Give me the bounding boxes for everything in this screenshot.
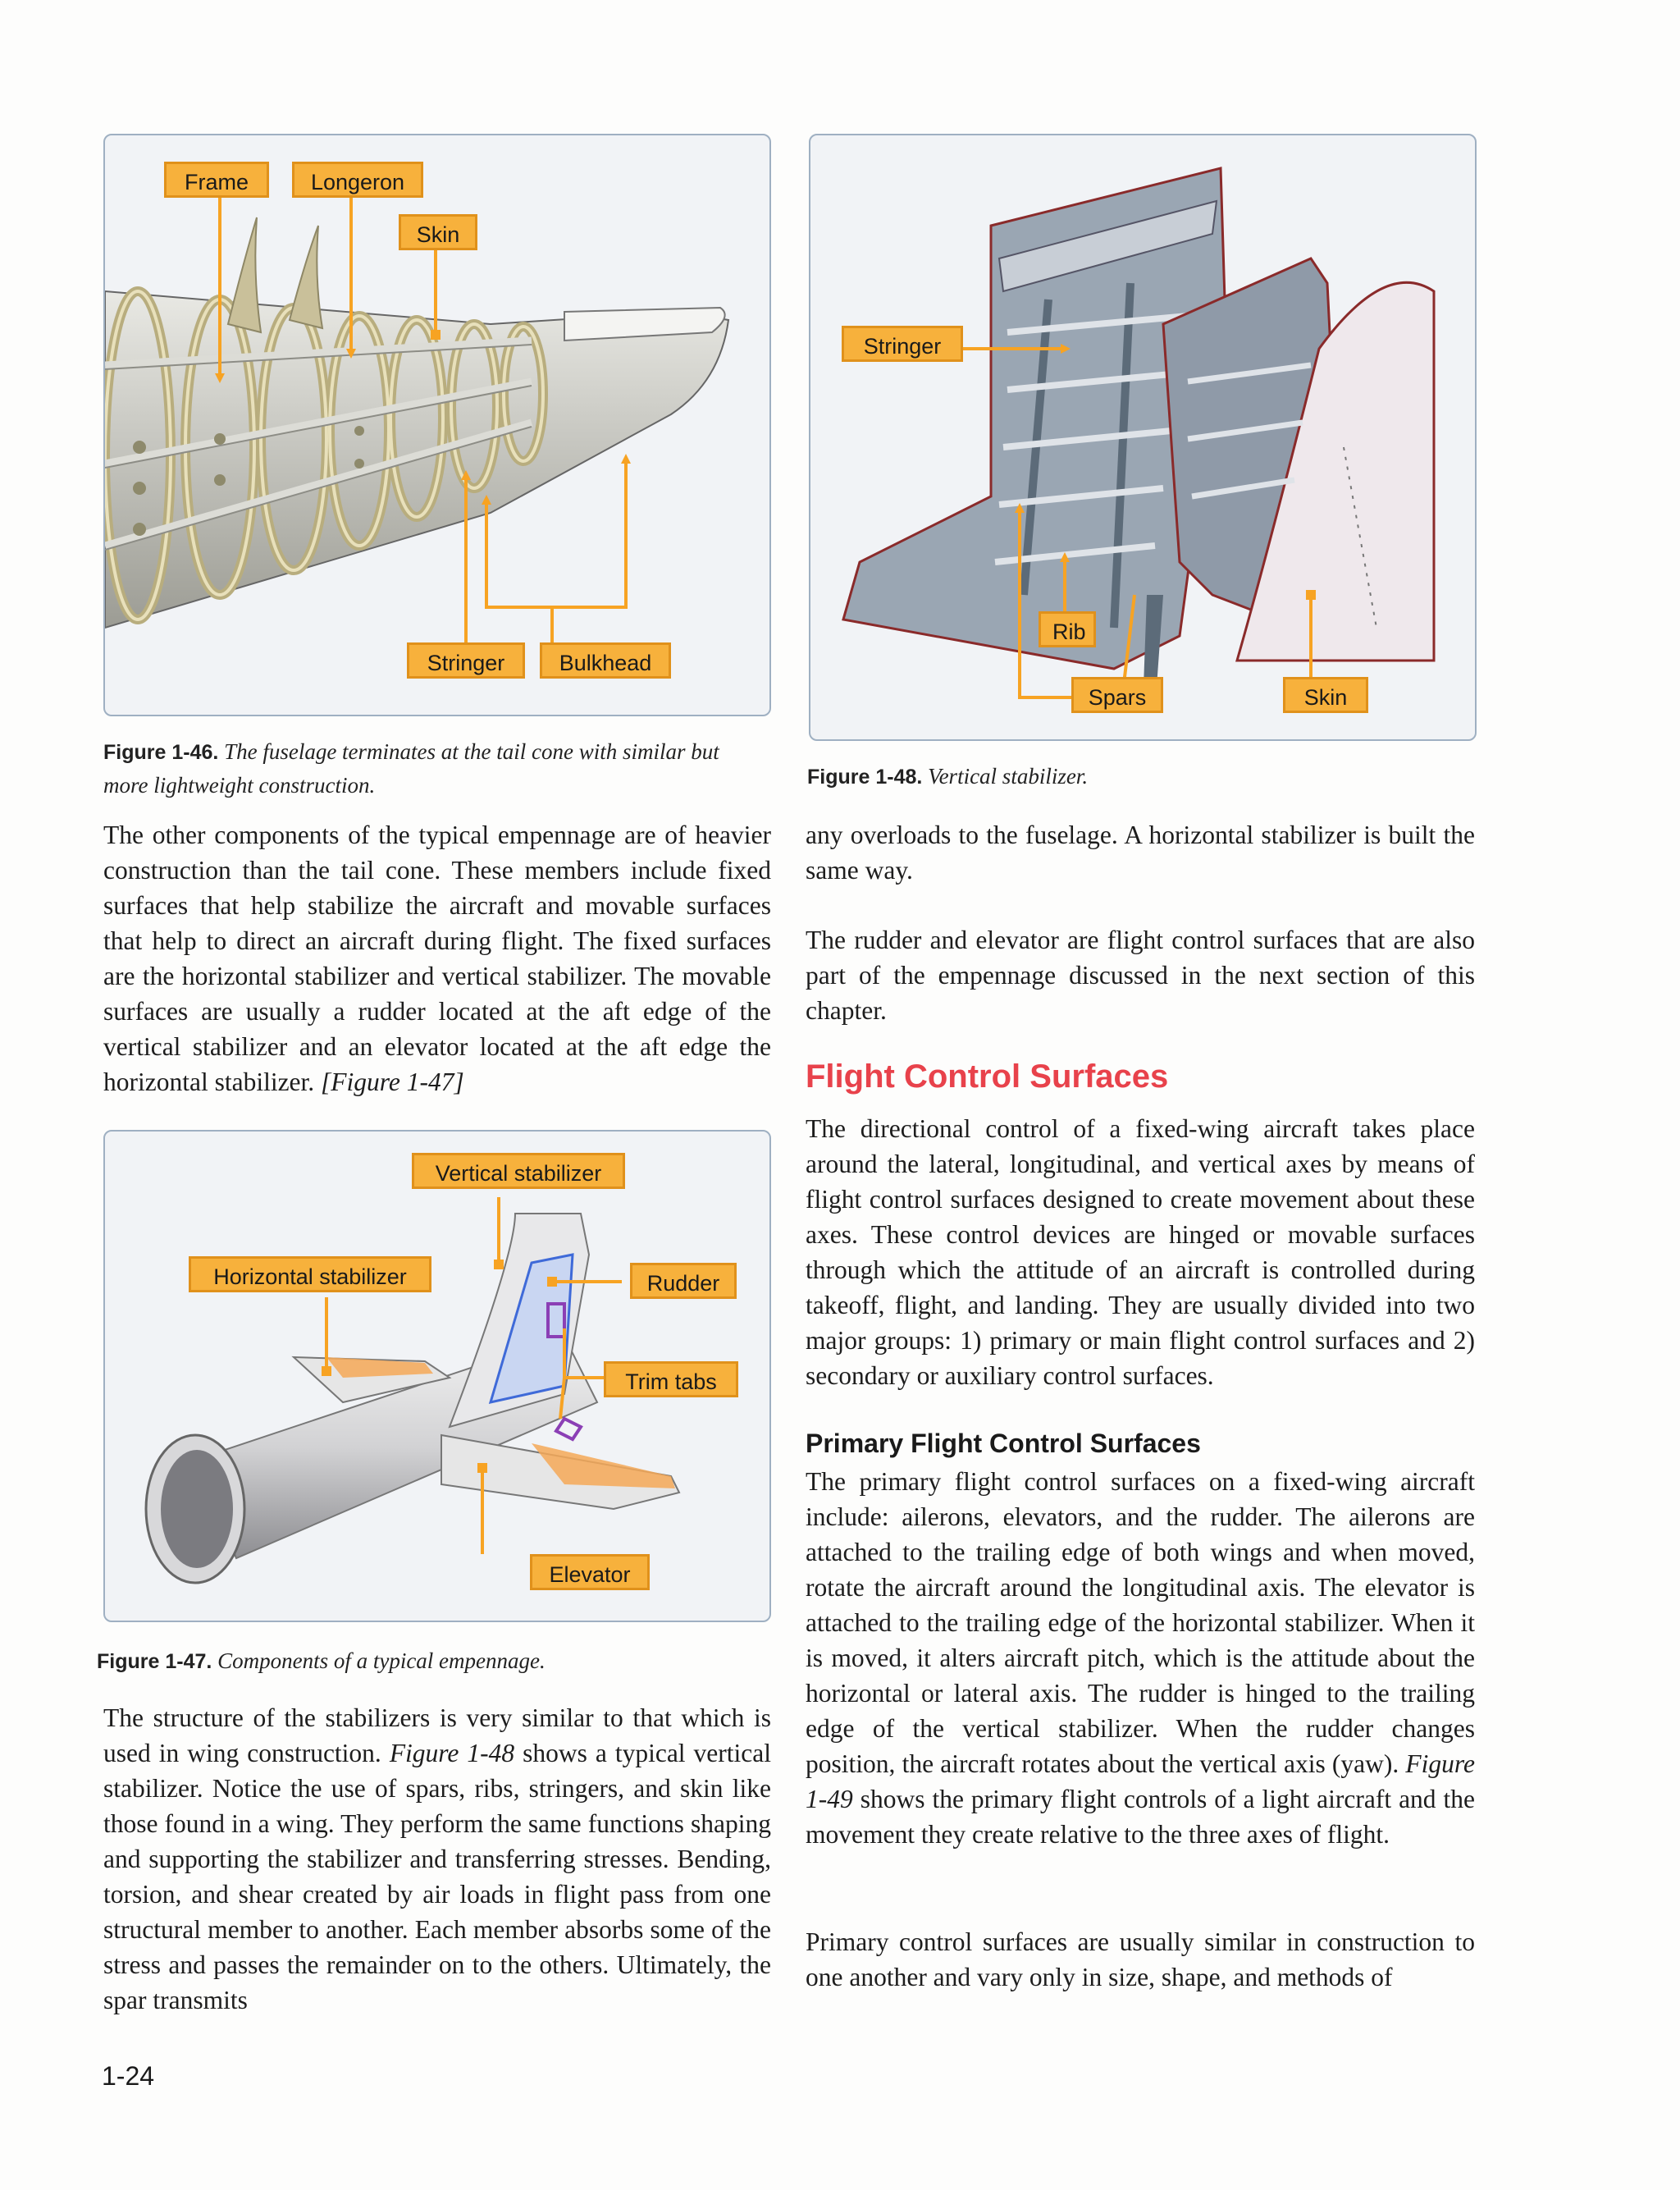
- figure-1-47-caption: [97, 1644, 763, 1678]
- caption-text: The fuselage terminates at the tail cone with similar but more lightweight construction.: [103, 739, 719, 798]
- right-para-5: Primary control surfaces are usually similar in construction to one another and vary only in size, shape, and methods of: [806, 1927, 1475, 1991]
- right-para-4-text-b: shows the primary flight controls of a light aircraft and the movement they create relative to the three axes of flight.: [806, 1785, 1476, 1849]
- figure-1-47: [103, 1130, 771, 1622]
- callout-skin: Skin: [399, 214, 477, 250]
- left-para-2: [103, 1700, 771, 2018]
- section-heading: Flight Control Surfaces: [806, 1058, 1169, 1095]
- caption-label: Figure 1-48.: [807, 766, 923, 789]
- callout-bulkhead: Bulkhead: [540, 642, 671, 679]
- callout-trim-tabs: Trim tabs: [604, 1361, 738, 1397]
- figure-1-48-reference: Figure 1-48: [389, 1739, 515, 1767]
- caption-label: Figure 1-47.: [97, 1650, 212, 1673]
- right-para-4: [806, 1464, 1475, 1852]
- figure-1-46: [103, 134, 771, 716]
- right-para-2: The rudder and elevator are flight control surfaces that are also part of the empennage discussed in the next section of this chapter.: [806, 926, 1475, 1025]
- figure-1-47-reference: [Figure 1-47]: [321, 1068, 464, 1096]
- caption-label: Figure 1-46.: [103, 741, 219, 764]
- left-para-2-text-a: The structure of the stabilizers is very similar to that which is used in wing construction.: [103, 1703, 771, 1767]
- right-para-3: The directional control of a fixed-wing aircraft takes place around the lateral, longitudinal, and vertical axes by means of flight control surfaces designed to create movement about these axes. These control devices are hinged or movable surfaces through which the attitude of an aircraft is controlled during takeoff, flight, and landing. They are usually divided into two major groups: 1) primary or main flight control surfaces and 2) secondary or auxiliary control surfaces.: [806, 1114, 1475, 1390]
- figure-1-48: [809, 134, 1477, 741]
- vertical-stabilizer-illustration: [810, 135, 1475, 739]
- callout-stringer: Stringer: [407, 642, 525, 679]
- callout-horizontal-stabilizer: Horizontal stabilizer: [189, 1256, 431, 1292]
- callout-rib: Rib: [1039, 611, 1096, 647]
- left-para-1: [103, 817, 771, 1100]
- right-para-4-text-a: The primary flight control surfaces on a fixed-wing aircraft include: ailerons, elevators, and the rudder. The ailerons are attached to the trailing edge of both wings and when moved, rotate the aircraft around the longitudinal axis. The elevator is attached to the trailing edge of the horizontal stabilizer. When it is moved, it alters aircraft pitch, which is the attitude about the horizontal or lateral axis. The rudder is hinged to the trailing edge of the vertical stabilizer. When the rudder changes position, the aircraft rotates about the vertical axis (yaw).: [806, 1467, 1475, 1778]
- right-para-1: any overloads to the fuselage. A horizontal stabilizer is built the same way.: [806, 821, 1475, 885]
- left-para-2-text-b: shows a typical vertical stabilizer. Notice the use of spars, ribs, stringers, and skin like those found in a wing. They perform the same functions shaping and supporting the stabilizer and transferring stresses. Bending, torsion, and shear created by air loads in flight pass from one structural member to another. Each member absorbs some of the stress and passes the remainder on to the others. Ultimately, the spar transmits: [103, 1739, 771, 2014]
- subsection-heading: Primary Flight Control Surfaces: [806, 1429, 1201, 1458]
- callout-skin: Skin: [1283, 677, 1368, 713]
- callout-rudder: Rudder: [630, 1263, 737, 1299]
- caption-text: Vertical stabilizer.: [928, 764, 1089, 789]
- callout-longeron: Longeron: [292, 162, 423, 198]
- caption-text: Components of a typical empennage.: [217, 1648, 546, 1673]
- page-number: 1-24: [102, 2061, 155, 2091]
- figure-1-46-caption: [103, 735, 769, 802]
- callout-frame: Frame: [164, 162, 269, 198]
- callout-vertical-stabilizer: Vertical stabilizer: [412, 1153, 625, 1189]
- figure-1-49-reference: Figure 1-49: [806, 1749, 1475, 1813]
- left-para-1-text: The other components of the typical empennage are of heavier construction than the tail cone. These members include fixed surfaces that help stabilize the aircraft and movable surfaces that help to direct an aircraft during flight. The fixed surfaces are the horizontal stabilizer and vertical stabilizer. The movable surfaces are usually a rudder located at the aft edge of the vertical stabilizer and an elevator located at the aft edge the horizontal stabilizer.: [103, 821, 771, 1096]
- callout-spars: Spars: [1071, 677, 1163, 713]
- figure-1-48-caption: [807, 760, 1473, 793]
- callout-elevator: Elevator: [530, 1554, 650, 1590]
- callout-stringer: Stringer: [842, 326, 963, 362]
